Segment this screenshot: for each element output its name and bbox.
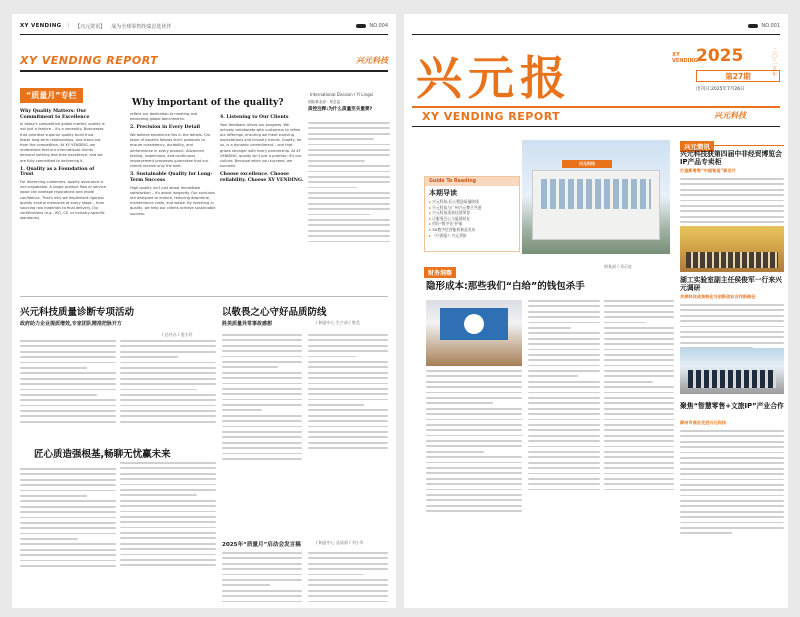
article-title: 隐形成本:那些我们“白给”的钱包杀手	[426, 281, 585, 292]
column-paragraph: For discerning customers, quality assurance is non-negotiable. A single product flaw or service lapse can damage reputations and erode confidence. That's why we implement rigorous quality control measures at every stage – from sourcing raw materials to final delivery. Our certifications (e.g., ISO, CE, or industry-specific standards)	[20, 180, 106, 221]
news-section-label: 兴元简讯	[680, 141, 714, 152]
column-heading: Why Quality Matters: Our Commitment to Excellence	[20, 109, 90, 120]
header-brand: XY VENDING	[20, 23, 62, 29]
header-tag: 【兴元资讯】	[75, 23, 106, 30]
text-placeholder	[120, 340, 216, 426]
header-issue-number: NO.001	[761, 23, 780, 29]
header-issue	[748, 23, 780, 29]
article-title: 以敬畏之心守好品质防线	[222, 307, 327, 318]
article-byline: / 制造中心 品质部 / 刘小军	[316, 540, 364, 545]
masthead-vertical: XY VENDING	[672, 52, 698, 64]
news-photo	[680, 348, 784, 394]
guide-item[interactable]: ▸ 兴元科技再获佳绩荣誉	[429, 210, 515, 216]
news-photo	[680, 226, 784, 272]
text-placeholder	[308, 334, 388, 453]
section-tag: “质量月”专栏	[20, 88, 83, 103]
left-report-row	[20, 52, 388, 68]
news-title[interactable]: 聚焦“智慧零售+文旅IP”产业合作	[680, 402, 784, 410]
article-subtitle: 政府助力企业提质增效,专家团队精准把脉开方	[20, 321, 122, 327]
text-placeholder	[680, 304, 784, 353]
english-column-2	[130, 112, 216, 274]
header-issue	[356, 23, 388, 29]
company-logo: 兴元科技	[714, 111, 746, 120]
column-heading: 1. Quality as a Foundation of Trust	[20, 166, 95, 178]
column-paragraph: In today's competitive global market, quality is not just a feature – it's a necessity. Businesses that prioritize superior quality build trust, foster long-term relationships, and stand out from the competition. At XY VENDING, we understand that our international clients demand nothing less than excellence, and we are fully committed to delivering it.	[20, 122, 105, 163]
report-rule	[412, 126, 780, 127]
text-placeholder	[680, 430, 784, 538]
news-title[interactable]: 湖工实验室副主任侯俊军一行来兴元调研	[680, 276, 782, 292]
news-title[interactable]: 兴元科技获第四届中非经贸博览会IP产品专卖柜	[680, 150, 782, 166]
article-subtitle: 胜美质量异常事故感想	[222, 321, 273, 327]
text-placeholder	[222, 552, 302, 606]
section-rule	[20, 296, 388, 297]
issue-pill-icon	[748, 24, 758, 28]
article-title: 兴元科技质量诊断专项活动	[20, 307, 135, 318]
right-page-header	[412, 20, 780, 32]
header-slogan: 成为全球零售终端首选伙伴	[111, 23, 172, 30]
text-placeholder	[20, 340, 116, 426]
guide-item[interactable]: ▸ 用好“数字化”护航	[429, 221, 515, 227]
company-logo: 兴元科技	[356, 55, 388, 65]
english-column-3	[220, 112, 304, 274]
text-placeholder	[20, 468, 116, 570]
masthead-year-cn: 二〇二五年	[772, 48, 778, 78]
text-placeholder	[528, 300, 600, 494]
guide-item[interactable]: ▸ 兴元科技与广州兴元携手共进	[429, 205, 515, 211]
column-heading: Choose excellence. Choose reliability. Choose XY VENDING.	[220, 172, 304, 184]
masthead-title: 兴元报	[416, 51, 572, 105]
reading-guide	[424, 176, 520, 252]
article-byline: International Division / Yi Lingxi	[310, 92, 374, 97]
guide-item[interactable]: ▸ 《兴源报》· 兴元赏析	[429, 233, 515, 239]
header-rule	[412, 34, 780, 35]
left-page	[12, 14, 396, 608]
guide-heading: 本期导读	[429, 189, 457, 197]
column-heading: 质控注释:为什么质量至关重要?	[308, 107, 373, 113]
report-rule	[20, 70, 388, 72]
issue-pill-icon	[356, 24, 366, 28]
report-title: XY VENDING REPORT	[20, 53, 159, 67]
report-title: XY VENDING REPORT	[422, 110, 561, 123]
text-placeholder	[120, 462, 216, 570]
article-byline: / 总经办 / 裴小玲	[162, 332, 193, 337]
column-heading: 2. Precision in Every Detail	[130, 125, 201, 131]
article-byline: 财务部 / 邓石泉	[604, 264, 632, 269]
news-subtitle: 打造新零售“中国智造”新名片	[680, 168, 736, 173]
text-placeholder	[222, 334, 302, 463]
header-rule	[20, 34, 388, 35]
article-title: 2025年“质量月”启动会发言稿	[222, 542, 301, 548]
column-paragraph: reflect our dedication to meeting and exceeding global benchmarks.	[130, 112, 198, 122]
news-subtitle: 柳州市商会走进兴元科技	[680, 420, 727, 425]
column-byline: 国际事业部 · 易总监	[308, 100, 341, 104]
guide-item[interactable]: ▸ 让服务艺心与温情同在	[429, 216, 515, 222]
headquarters-photo	[522, 140, 670, 254]
header-issue-number: NO.004	[369, 23, 388, 29]
header-separator: |	[67, 23, 70, 29]
guide-list	[425, 199, 519, 238]
text-placeholder	[308, 552, 388, 606]
finance-section-header	[424, 260, 474, 277]
right-page	[404, 14, 788, 608]
issue-number: 第27期	[696, 70, 780, 82]
masthead-year: 2025	[696, 46, 744, 66]
finance-section-label: 财务洞察	[424, 267, 456, 278]
article-title: 匠心质造强根基,畅聊无忧赢未来	[34, 449, 171, 460]
article-byline: / 制造中心 生产部 / 胜美	[316, 320, 360, 325]
news-subtitle: 共探科技成果转化与创新创业合作新路径	[680, 294, 756, 299]
english-column-1	[20, 106, 106, 274]
building-shape	[532, 170, 660, 240]
text-placeholder	[308, 122, 390, 246]
column-paragraph: We believe excellence lies in the details. Our team of experts follows strict protocols to ensure consistency, durability, and performance in every product. Advanced testing, inspections, and continuous improvement processes guarantee that our clients receive only the best.	[130, 133, 211, 169]
column-heading: 3. Sustainable Quality for Long-Term Success	[130, 172, 213, 184]
publish-date: 出刊日:2025年7月26日	[696, 87, 745, 92]
guide-item[interactable]: ▸ 3D数字化智能柜新品发布	[429, 227, 515, 233]
text-placeholder	[604, 300, 674, 494]
english-article-title: Why important of the quality?	[132, 98, 284, 108]
meeting-photo	[426, 300, 522, 366]
guide-item[interactable]: ▸ 兴元科技:匠心塑造质量防线	[429, 199, 515, 205]
guide-tag: Guide To Reading	[425, 177, 519, 186]
column-paragraph: Your feedback drives our progress. We actively collaborate with customers to refine our offerings, ensuring we meet evolving expectations and industry trends. Quality, for us, is a dynamic commitment – one that grows stronger with every partnership. At XY VENDING, quality isn't just a promise; it's our culture. Because when you succeed, we succeed.	[220, 122, 302, 169]
building-sign: 兴元科技	[562, 160, 612, 168]
column-paragraph: High quality isn't just about immediate satisfaction – it's about longevity. Our solutions are designed to endure, reducing downtime, maintenance costs, and waste. By investing in quality, we help our clients achieve sustainable success.	[130, 185, 216, 216]
news-section-header	[680, 134, 784, 151]
column-heading: 4. Listening to Our Clients	[220, 115, 289, 120]
masthead-rule	[412, 106, 780, 108]
left-page-header	[20, 20, 388, 32]
chinese-column-4	[308, 100, 390, 274]
text-placeholder	[426, 370, 522, 516]
